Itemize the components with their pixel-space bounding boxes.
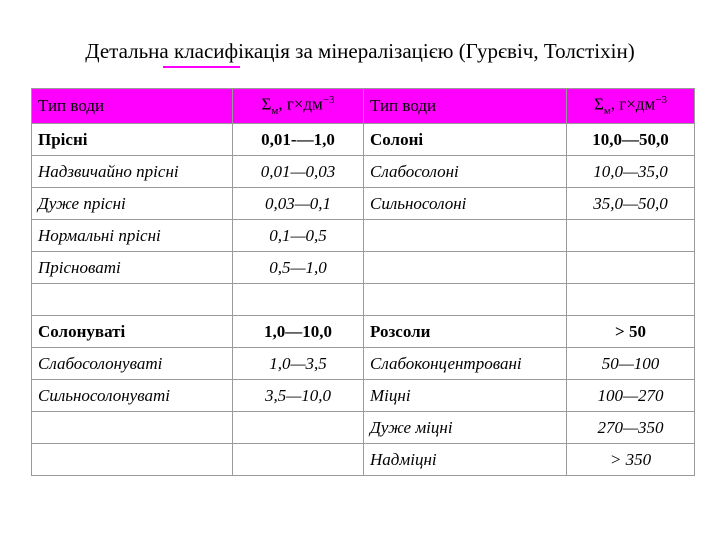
mineralization-left-cell — [233, 412, 364, 444]
water-type-left-cell: Нормальні прісні — [32, 220, 233, 252]
mineralization-right-cell: 10,0—50,0 — [567, 124, 695, 156]
mineralization-right-cell — [567, 220, 695, 252]
header-mineralization-right — [567, 89, 695, 124]
water-type-left-cell — [32, 412, 233, 444]
mineralization-right-cell — [567, 252, 695, 284]
mineralization-left-cell: 0,03—0,1 — [233, 188, 364, 220]
water-type-left-cell: Надзвичайно прісні — [32, 156, 233, 188]
table-row — [32, 284, 695, 316]
sum-symbol: Σ — [593, 95, 604, 115]
header-water-type-left: Тип води — [32, 89, 233, 124]
table-row — [32, 188, 695, 220]
mineralization-right-cell — [567, 284, 695, 316]
water-type-left-cell — [32, 444, 233, 476]
mineralization-left-cell: 1,0—10,0 — [233, 316, 364, 348]
table-row — [32, 316, 695, 348]
table-row — [32, 124, 695, 156]
mineralization-left-cell — [233, 284, 364, 316]
mineralization-left-cell: 0,1—0,5 — [233, 220, 364, 252]
mineralization-right-cell: 35,0—50,0 — [567, 188, 695, 220]
mineralization-left-cell: 0,5—1,0 — [233, 252, 364, 284]
mineralization-right-cell: 50—100 — [567, 348, 695, 380]
water-type-left-cell: Слабосолонуваті — [32, 348, 233, 380]
table-row — [32, 412, 695, 444]
table-row — [32, 156, 695, 188]
mineralization-right-cell: > 50 — [567, 316, 695, 348]
header-water-type-right: Тип води — [364, 89, 567, 124]
water-type-left-cell: Солонуваті — [32, 316, 233, 348]
mineralization-right-cell: 270—350 — [567, 412, 695, 444]
sum-subscript: м — [603, 105, 611, 118]
water-type-right-cell: Надміцні — [364, 444, 567, 476]
sum-unit: , г×дм — [610, 95, 656, 115]
title-underline-decoration — [163, 66, 240, 68]
water-type-right-cell: Слабоконцентровані — [364, 348, 567, 380]
mineralization-left-cell: 0,01—0,03 — [233, 156, 364, 188]
mineralization-left-cell — [233, 444, 364, 476]
water-type-right-cell: Солоні — [364, 124, 567, 156]
water-type-left-cell: Дуже прісні — [32, 188, 233, 220]
water-type-right-cell — [364, 284, 567, 316]
mineralization-right-cell: 10,0—35,0 — [567, 156, 695, 188]
sum-unit: , г×дм — [278, 95, 323, 115]
water-type-left-cell: Сильносолонуваті — [32, 380, 233, 412]
mineralization-right-cell: 100—270 — [567, 380, 695, 412]
water-type-left-cell: Прісні — [32, 124, 233, 156]
water-type-right-cell — [364, 220, 567, 252]
water-type-left-cell — [32, 284, 233, 316]
table-row — [32, 220, 695, 252]
sum-exponent: −3 — [322, 94, 335, 107]
water-type-right-cell: Дуже міцні — [364, 412, 567, 444]
mineralization-left-cell: 0,01-—1,0 — [233, 124, 364, 156]
sum-subscript: м — [271, 105, 279, 118]
sum-exponent: −3 — [655, 94, 668, 107]
water-type-right-cell: Розсоли — [364, 316, 567, 348]
header-mineralization-left — [233, 89, 364, 124]
mineralization-right-cell: > 350 — [567, 444, 695, 476]
table-row — [32, 444, 695, 476]
classification-table — [31, 88, 695, 476]
mineralization-left-cell: 3,5—10,0 — [233, 380, 364, 412]
sum-symbol: Σ — [261, 95, 272, 115]
water-type-right-cell: Сильносолоні — [364, 188, 567, 220]
water-type-left-cell: Прісноваті — [32, 252, 233, 284]
table-row — [32, 348, 695, 380]
water-type-right-cell — [364, 252, 567, 284]
page-title: Детальна класифікація за мінералізацією (Гурєвіч, Толстіхін) — [85, 39, 635, 63]
water-type-right-cell: Слабосолоні — [364, 156, 567, 188]
mineralization-left-cell: 1,0—3,5 — [233, 348, 364, 380]
table-row — [32, 380, 695, 412]
water-type-right-cell: Міцні — [364, 380, 567, 412]
table-row — [32, 252, 695, 284]
table-header-row — [32, 89, 695, 124]
